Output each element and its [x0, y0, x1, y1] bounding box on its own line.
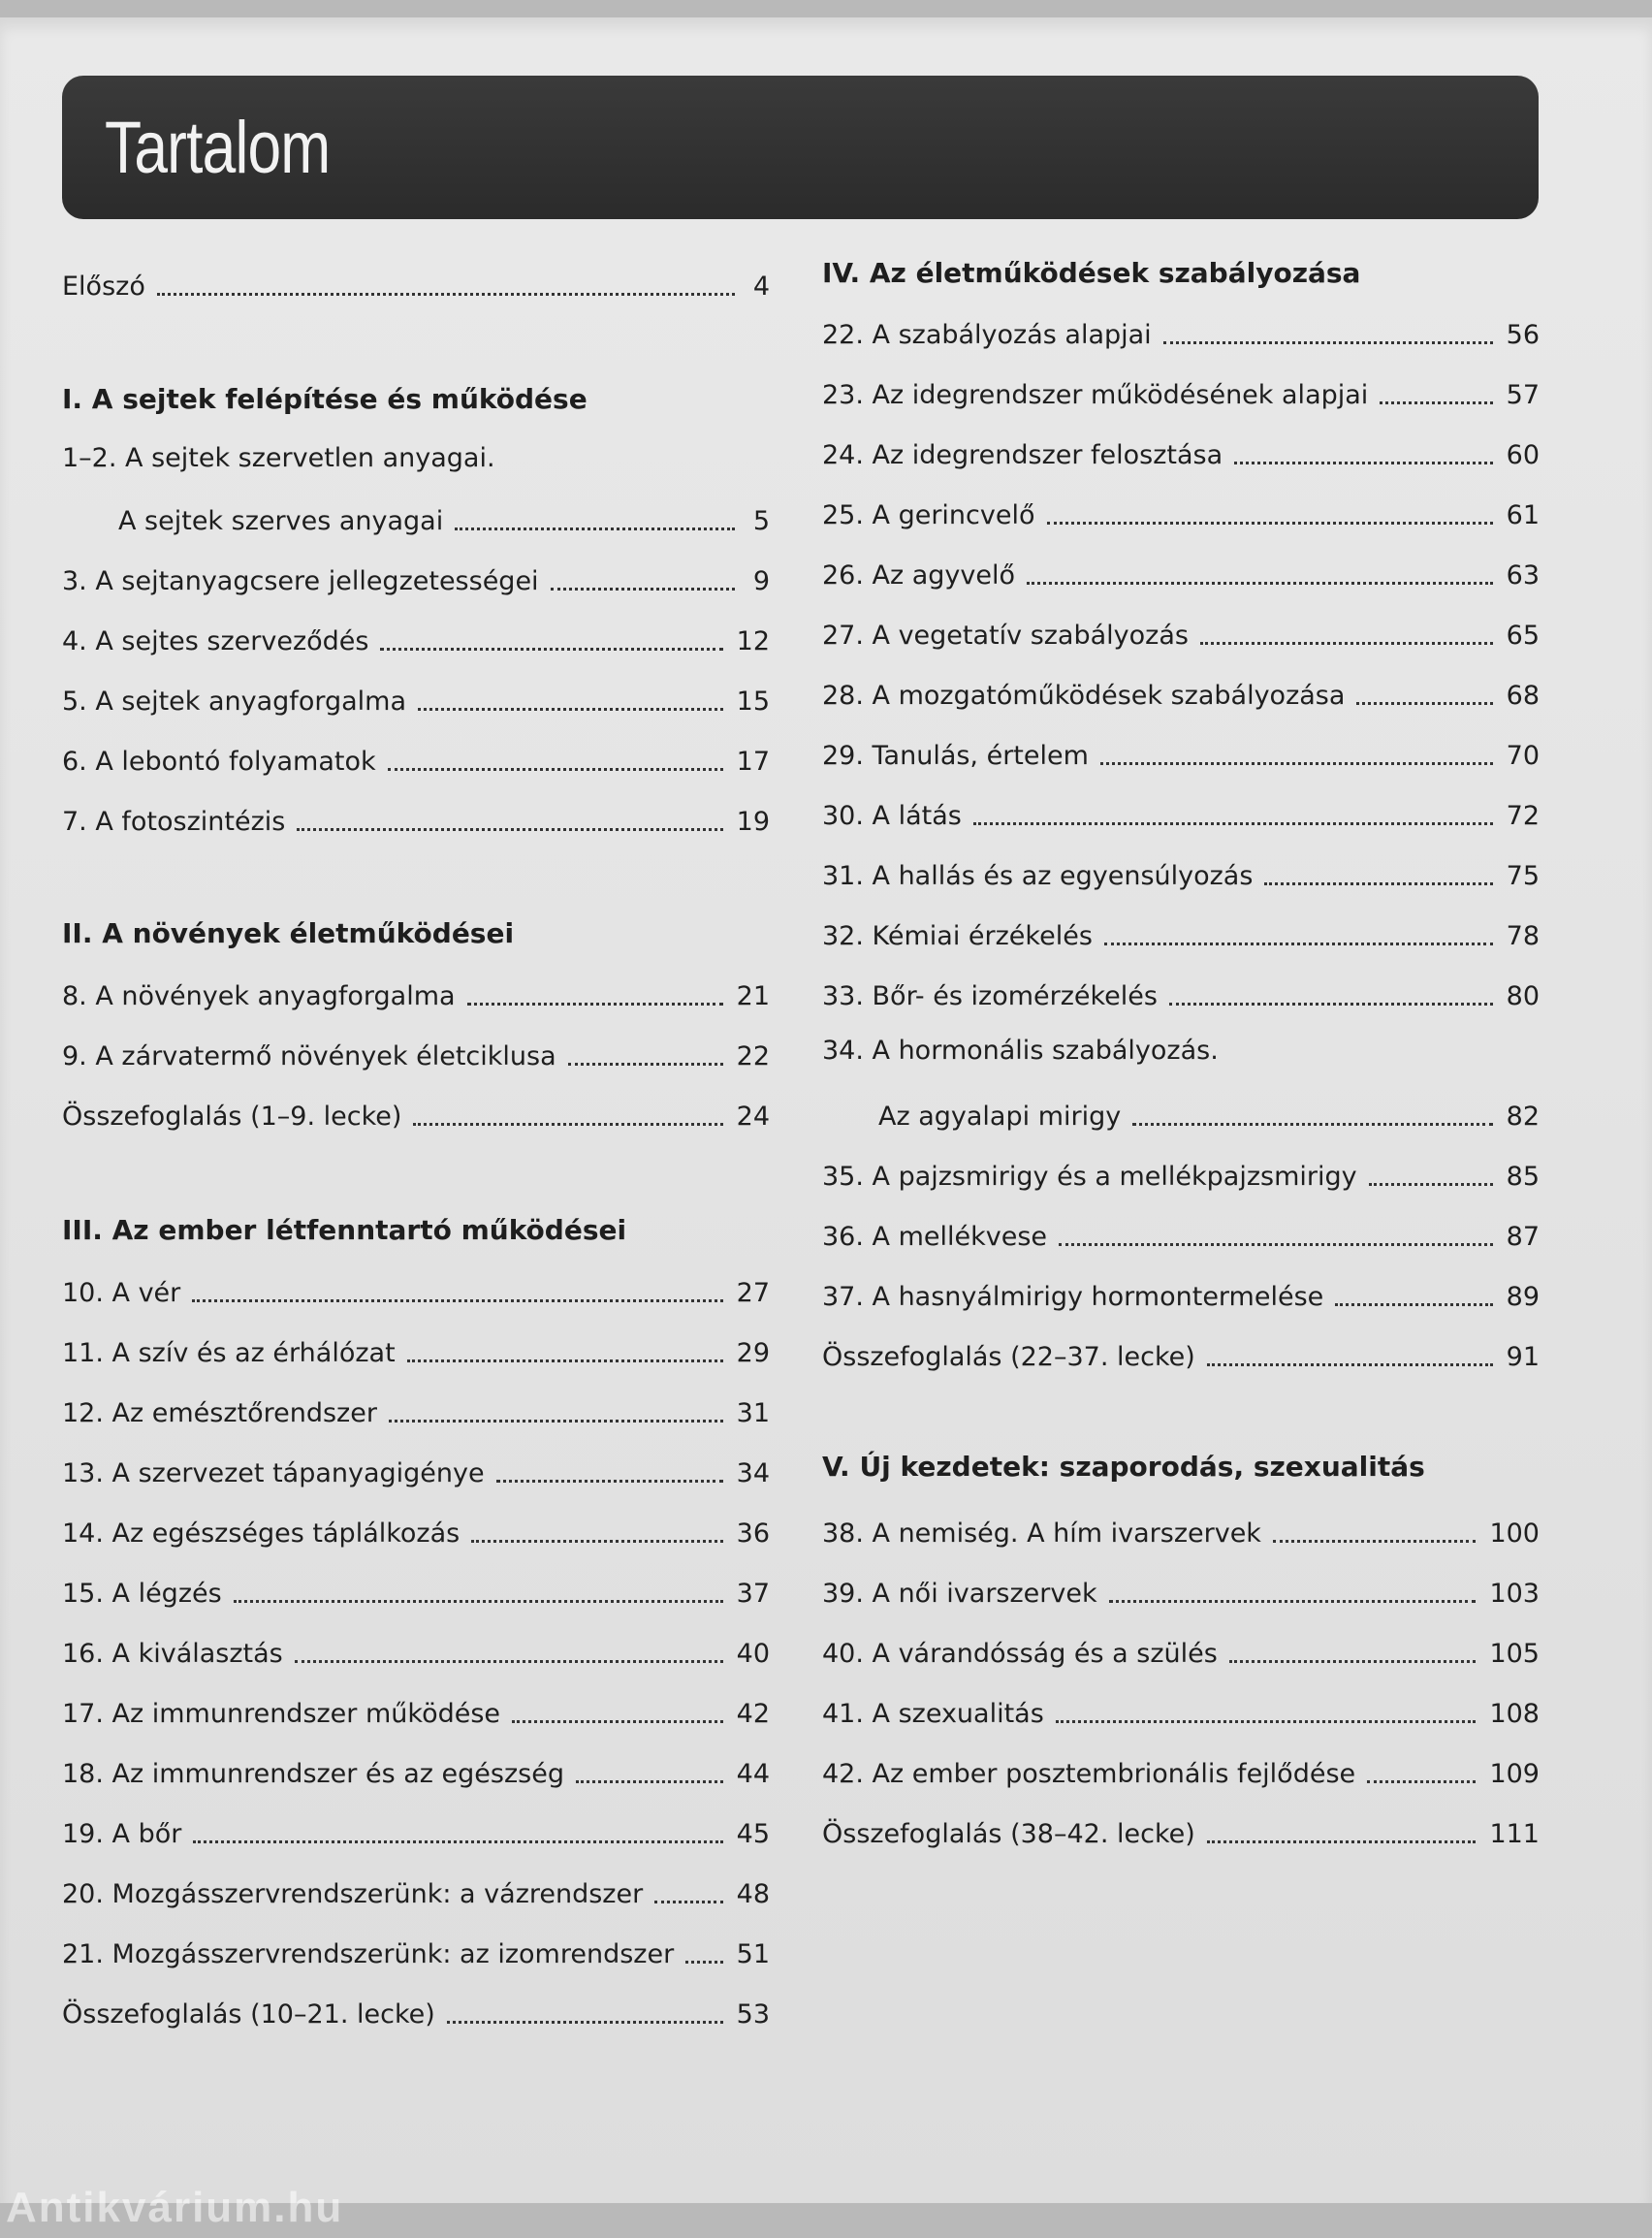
toc-page-number: 36	[736, 1519, 770, 1549]
toc-entry[interactable]	[822, 310, 1540, 353]
toc-entry-label: Összefoglalás (1–9. lecke)	[62, 1102, 402, 1132]
toc-page-number: 111	[1489, 1819, 1540, 1849]
toc-page-number: 40	[736, 1639, 770, 1669]
toc-entry-label: 38. A nemiség. A hím ivarszervek	[822, 1519, 1261, 1549]
toc-page-number: 91	[1506, 1342, 1540, 1372]
section-heading: III. Az ember létfenntartó működései	[62, 1214, 627, 1246]
toc-page-number: 68	[1506, 681, 1540, 711]
toc-entry[interactable]	[822, 1569, 1540, 1612]
toc-page-number: 12	[736, 626, 770, 656]
toc-page-number: 82	[1506, 1102, 1540, 1132]
dot-leader	[1056, 1720, 1477, 1723]
dot-leader	[1207, 1840, 1477, 1843]
toc-entry[interactable]	[822, 370, 1540, 413]
toc-page-number: 27	[736, 1278, 770, 1308]
toc-page-number: 4	[752, 272, 770, 302]
toc-page-number: 56	[1506, 320, 1540, 350]
toc-page-number: 103	[1489, 1579, 1540, 1609]
toc-entry-label: 13. A szervezet tápanyagigénye	[62, 1458, 485, 1488]
dot-leader	[407, 1359, 723, 1362]
toc-entry-label: 17. Az immunrendszer működése	[62, 1699, 501, 1729]
toc-entry[interactable]	[822, 1749, 1540, 1792]
section-heading: I. A sejtek felépítése és működése	[62, 383, 588, 415]
toc-entry[interactable]	[822, 1272, 1540, 1315]
dot-leader	[388, 768, 723, 771]
toc-entry[interactable]	[822, 1509, 1540, 1551]
toc-entry[interactable]	[62, 972, 770, 1014]
toc-entry-label: Összefoglalás (38–42. lecke)	[822, 1819, 1195, 1849]
dot-leader	[1380, 401, 1492, 404]
toc-page-number: 108	[1489, 1699, 1540, 1729]
toc-page-number: 19	[736, 807, 770, 837]
toc-entry-label: 3. A sejtanyagcsere jellegzetességei	[62, 566, 539, 596]
toc-entry[interactable]	[822, 1629, 1540, 1672]
dot-leader	[1367, 1780, 1476, 1783]
toc-entry[interactable]	[62, 1509, 770, 1551]
toc-entry[interactable]	[62, 1930, 770, 1972]
dot-leader	[1369, 1183, 1493, 1186]
toc-entry[interactable]	[62, 1809, 770, 1852]
toc-page-number: 48	[736, 1879, 770, 1909]
dot-leader	[973, 822, 1493, 825]
toc-entry[interactable]	[822, 1689, 1540, 1732]
toc-entry-label[interactable]: 34. A hormonális szabályozás.	[822, 1036, 1219, 1066]
toc-entry-label: 15. A légzés	[62, 1579, 222, 1609]
toc-entry[interactable]	[62, 1389, 770, 1431]
toc-entry-label: 41. A szexualitás	[822, 1699, 1044, 1729]
toc-entry-label: 29. Tanulás, értelem	[822, 741, 1089, 771]
toc-page-number: 37	[736, 1579, 770, 1609]
toc-page-number: 44	[736, 1759, 770, 1789]
toc-entry-label: 9. A zárvatermő növények életciklusa	[62, 1041, 556, 1071]
dot-leader	[380, 648, 722, 651]
toc-page-number: 89	[1506, 1282, 1540, 1312]
toc-entry-label: 32. Kémiai érzékelés	[822, 921, 1093, 951]
toc-page-number: 80	[1506, 981, 1540, 1011]
page-title: Tartalom	[105, 106, 331, 189]
dot-leader	[1356, 702, 1492, 705]
toc-entry[interactable]	[822, 431, 1540, 473]
toc-entry[interactable]	[822, 1809, 1540, 1852]
toc-entry[interactable]	[62, 557, 770, 599]
toc-entry-label: 40. A várandósság és a szülés	[822, 1639, 1218, 1669]
toc-entry-label: Összefoglalás (22–37. lecke)	[822, 1342, 1195, 1372]
toc-page-number: 72	[1506, 801, 1540, 831]
toc-entry-label: 11. A szív és az érhálózat	[62, 1338, 396, 1368]
dot-leader	[418, 708, 723, 711]
toc-entry-label: 5. A sejtek anyagforgalma	[62, 687, 406, 717]
toc-page-number: 17	[736, 747, 770, 777]
toc-entry-label: 42. Az ember posztembrionális fejlődése	[822, 1759, 1356, 1789]
toc-entry-label: 33. Bőr- és izomérzékelés	[822, 981, 1158, 1011]
toc-page-number: 100	[1489, 1519, 1540, 1549]
toc-entry-label: 19. A bőr	[62, 1819, 182, 1849]
toc-entry-label: 22. A szabályozás alapjai	[822, 320, 1152, 350]
toc-page-number: 60	[1506, 440, 1540, 470]
toc-entry-label: 10. A vér	[62, 1278, 181, 1308]
toc-entry[interactable]	[62, 1328, 770, 1371]
toc-entry[interactable]	[822, 911, 1540, 954]
dot-leader	[1163, 341, 1493, 344]
dot-leader	[551, 588, 735, 591]
toc-page-number: 78	[1506, 921, 1540, 951]
toc-page-number: 75	[1506, 861, 1540, 891]
toc-page-number: 31	[736, 1398, 770, 1428]
dot-leader	[297, 828, 722, 831]
section-heading: II. A növények életműködései	[62, 917, 515, 949]
toc-page-number: 29	[736, 1338, 770, 1368]
dot-leader	[1335, 1303, 1492, 1306]
toc-entry[interactable]	[62, 1689, 770, 1732]
dot-leader	[576, 1780, 723, 1783]
toc-entry-label[interactable]: 1–2. A sejtek szervetlen anyagai.	[62, 443, 495, 473]
dot-leader	[1027, 582, 1493, 585]
toc-entry[interactable]	[822, 851, 1540, 894]
toc-right-column	[822, 0, 1540, 2203]
toc-left-column	[62, 0, 770, 2203]
section-heading: V. Új kezdetek: szaporodás, szexualitás	[822, 1451, 1425, 1483]
toc-entry[interactable]	[62, 1569, 770, 1612]
toc-entry[interactable]	[62, 1629, 770, 1672]
toc-page-number: 53	[736, 1999, 770, 2030]
dot-leader	[1207, 1363, 1493, 1366]
dot-leader	[512, 1720, 723, 1723]
toc-entry[interactable]	[62, 677, 770, 719]
toc-entry-label: 36. A mellékvese	[822, 1222, 1048, 1252]
dot-leader	[389, 1420, 723, 1423]
toc-entry[interactable]	[822, 972, 1540, 1014]
toc-entry-label: 20. Mozgásszervrendszerünk: a vázrendszer	[62, 1879, 644, 1909]
dot-leader	[1100, 762, 1493, 765]
dot-leader	[467, 1003, 723, 1006]
toc-entry-label: 39. A női ivarszervek	[822, 1579, 1097, 1609]
toc-entry[interactable]	[62, 1449, 770, 1491]
toc-entry-label: 23. Az idegrendszer működésének alapjai	[822, 380, 1369, 410]
dot-leader	[234, 1600, 723, 1603]
toc-entry[interactable]	[822, 551, 1540, 593]
toc-page-number: 45	[736, 1819, 770, 1849]
dot-leader	[1132, 1123, 1492, 1126]
toc-entry[interactable]	[822, 1152, 1540, 1195]
toc-entry[interactable]	[62, 1032, 770, 1074]
watermark: Antikvárium.hu	[6, 2184, 344, 2231]
toc-page-number: 109	[1489, 1759, 1540, 1789]
toc-entry[interactable]	[62, 1092, 770, 1135]
toc-entry[interactable]	[62, 1990, 770, 2032]
dot-leader	[295, 1660, 723, 1663]
toc-entry[interactable]	[822, 611, 1540, 654]
toc-entry-label: Előszó	[62, 272, 145, 302]
toc-entry-label: 28. A mozgatóműködések szabályozása	[822, 681, 1346, 711]
dot-leader	[1200, 642, 1493, 645]
toc-entry-label: 12. Az emésztőrendszer	[62, 1398, 377, 1428]
dot-leader	[1104, 943, 1493, 945]
toc-entry[interactable]	[62, 797, 770, 840]
toc-entry-label: 18. Az immunrendszer és az egészség	[62, 1759, 564, 1789]
dot-leader	[654, 1901, 722, 1903]
toc-entry-label: 16. A kiválasztás	[62, 1639, 283, 1669]
dot-leader	[1059, 1243, 1493, 1246]
dot-leader	[193, 1840, 722, 1843]
toc-page-number: 34	[736, 1458, 770, 1488]
toc-entry-label: 8. A növények anyagforgalma	[62, 981, 456, 1011]
toc-entry-label: Összefoglalás (10–21. lecke)	[62, 1999, 435, 2030]
toc-entry-label: 31. A hallás és az egyensúlyozás	[822, 861, 1254, 891]
toc-entry-label: Az agyalapi mirigy	[878, 1102, 1122, 1132]
dot-leader	[455, 528, 735, 530]
toc-entry-label: 6. A lebontó folyamatok	[62, 747, 376, 777]
toc-page-number: 22	[736, 1041, 770, 1071]
toc-entry-label: 24. Az idegrendszer felosztása	[822, 440, 1223, 470]
toc-entry[interactable]	[62, 496, 770, 539]
toc-page-number: 63	[1506, 560, 1540, 591]
toc-page-number: 21	[736, 981, 770, 1011]
toc-entry[interactable]	[822, 1212, 1540, 1255]
toc-entry[interactable]	[62, 617, 770, 659]
toc-entry-label: 25. A gerincvelő	[822, 500, 1035, 530]
dot-leader	[1229, 1660, 1477, 1663]
toc-page-number: 70	[1506, 741, 1540, 771]
toc-entry-label: 30. A látás	[822, 801, 962, 831]
toc-entry-label: 21. Mozgásszervrendszerünk: az izomrendszer	[62, 1939, 675, 1969]
dot-leader	[1047, 522, 1493, 525]
dot-leader	[1109, 1600, 1477, 1603]
toc-page-number: 42	[736, 1699, 770, 1729]
toc-page-number: 61	[1506, 500, 1540, 530]
dot-leader	[471, 1540, 722, 1543]
toc-entry-label: 14. Az egészséges táplálkozás	[62, 1519, 461, 1549]
toc-entry-label: A sejtek szerves anyagai	[118, 506, 444, 536]
dot-leader	[685, 1961, 722, 1964]
toc-entry[interactable]	[62, 1268, 770, 1311]
toc-page-number: 9	[752, 566, 770, 596]
dot-leader	[157, 293, 735, 296]
toc-page-number: 87	[1506, 1222, 1540, 1252]
toc-page-number: 57	[1506, 380, 1540, 410]
toc-entry-preface[interactable]	[62, 262, 770, 304]
dot-leader	[1273, 1540, 1477, 1543]
toc-entry[interactable]	[822, 731, 1540, 774]
dot-leader	[568, 1063, 723, 1066]
toc-entry[interactable]	[822, 791, 1540, 834]
toc-entry-label: 4. A sejtes szerveződés	[62, 626, 369, 656]
toc-page-number: 5	[752, 506, 770, 536]
dot-leader	[192, 1299, 722, 1302]
toc-entry[interactable]	[822, 1332, 1540, 1375]
dot-leader	[1234, 462, 1492, 464]
section-heading: IV. Az életműködések szabályozása	[822, 257, 1361, 289]
toc-entry-label: 26. Az agyvelő	[822, 560, 1016, 591]
dot-leader	[413, 1123, 722, 1126]
toc-entry-label: 7. A fotoszintézis	[62, 807, 286, 837]
toc-page-number: 65	[1506, 621, 1540, 651]
dot-leader	[1264, 882, 1492, 885]
toc-page-number: 85	[1506, 1162, 1540, 1192]
dot-leader	[1169, 1003, 1493, 1006]
toc-entry-label: 27. A vegetatív szabályozás	[822, 621, 1189, 651]
toc-page-number: 51	[736, 1939, 770, 1969]
toc-entry[interactable]	[822, 671, 1540, 714]
toc-entry[interactable]	[62, 1870, 770, 1912]
toc-page-number: 105	[1489, 1639, 1540, 1669]
toc-entry[interactable]	[62, 737, 770, 780]
toc-entry[interactable]	[822, 491, 1540, 533]
dot-leader	[447, 2021, 723, 2024]
toc-entry[interactable]	[822, 1092, 1540, 1135]
toc-entry[interactable]	[62, 1749, 770, 1792]
toc-page-number: 15	[736, 687, 770, 717]
toc-entry-label: 37. A hasnyálmirigy hormontermelése	[822, 1282, 1324, 1312]
toc-page-number: 24	[736, 1102, 770, 1132]
toc-entry-label: 35. A pajzsmirigy és a mellékpajzsmirigy	[822, 1162, 1357, 1192]
dot-leader	[496, 1480, 723, 1483]
